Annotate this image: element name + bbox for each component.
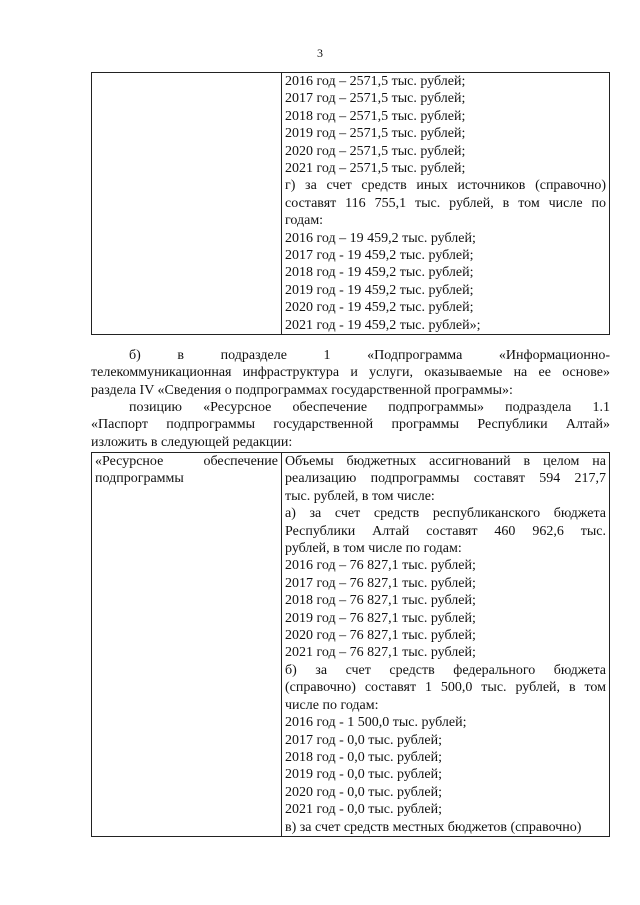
funding-text-line: составят 116 755,1 тыс. рублей, в том числе по [285, 195, 606, 211]
funding-text-line: в) за счет средств местных бюджетов (справочно) [285, 819, 582, 835]
funding-line: 2016 год – 76 827,1 тыс. рублей; [285, 558, 476, 574]
funding-line: 2021 год – 2571,5 тыс. рублей; [285, 161, 466, 177]
table2-right-cell [282, 453, 610, 837]
funding-text-line: тыс. рублей, в том числе: [285, 488, 435, 504]
row-heading-line: «Ресурсное обеспечение [95, 454, 278, 469]
funding-line: 2017 год - 0,0 тыс. рублей; [285, 732, 443, 748]
funding-line: 2017 год – 2571,5 тыс. рублей; [285, 91, 466, 107]
paragraph-line: телекоммуникационная инфраструктура и услуги, оказываемые на ее основе» [91, 365, 610, 381]
funding-text-line: (справочно) составят 1 500,0 тыс. рублей, в том [285, 680, 606, 696]
funding-text-line: а) за счет средств республиканского бюджета [285, 506, 606, 522]
funding-line: 2018 год – 76 827,1 тыс. рублей; [285, 593, 476, 609]
page-number: 3 [317, 46, 323, 60]
row-heading-line: подпрограммы [95, 471, 184, 487]
funding-line: 2020 год - 0,0 тыс. рублей; [285, 784, 443, 800]
paragraph-line: раздела IV «Сведения о подпрограммах государственной программы»: [91, 382, 513, 398]
funding-line: 2021 год - 19 459,2 тыс. рублей»; [285, 317, 481, 333]
funding-text-line: рублей, в том числе по годам: [285, 541, 462, 557]
paragraph-line: изложить в следующей редакции: [91, 434, 293, 450]
funding-line: 2019 год - 19 459,2 тыс. рублей; [285, 282, 474, 298]
funding-line: 2016 год – 19 459,2 тыс. рублей; [285, 230, 476, 246]
funding-text-line: числе по годам: [285, 697, 379, 713]
funding-text-line: Республики Алтай составят 460 962,6 тыс. [285, 523, 606, 539]
funding-line: 2018 год - 0,0 тыс. рублей; [285, 749, 443, 765]
funding-text-line: г) за счет средств иных источников (справочно) [285, 178, 606, 194]
funding-line: 2018 год – 2571,5 тыс. рублей; [285, 108, 466, 124]
table1-left-cell [92, 73, 282, 335]
funding-line: 2019 год – 76 827,1 тыс. рублей; [285, 610, 476, 626]
funding-line: 2018 год - 19 459,2 тыс. рублей; [285, 265, 474, 281]
funding-line: 2017 год – 76 827,1 тыс. рублей; [285, 575, 476, 591]
funding-line: 2021 год – 76 827,1 тыс. рублей; [285, 645, 476, 661]
funding-line: 2020 год - 19 459,2 тыс. рублей; [285, 300, 474, 316]
funding-line: 2017 год - 19 459,2 тыс. рублей; [285, 248, 474, 264]
funding-text-line: реализацию подпрограммы составят 594 217,7 [285, 471, 606, 487]
funding-line: 2016 год – 2571,5 тыс. рублей; [285, 74, 466, 89]
paragraph-line: позицию «Ресурсное обеспечение подпрограммы» подраздела 1.1 [129, 400, 610, 415]
paragraph-line: б) в подразделе 1 «Подпрограмма «Информационно- [129, 348, 610, 363]
funding-line: 2020 год – 2571,5 тыс. рублей; [285, 143, 466, 159]
resource-table-continued [91, 72, 610, 335]
table1-right-cell [282, 73, 610, 335]
funding-line: 2020 год – 76 827,1 тыс. рублей; [285, 628, 476, 644]
funding-line: 2016 год - 1 500,0 тыс. рублей; [285, 715, 467, 731]
resource-table [91, 452, 610, 837]
funding-text-line: Объемы бюджетных ассигнований в целом на [285, 454, 606, 469]
paragraph-position [91, 399, 610, 451]
table2-left-cell [92, 453, 282, 837]
funding-line: 2021 год - 0,0 тыс. рублей; [285, 802, 443, 818]
funding-text-line: годам: [285, 213, 324, 229]
funding-line: 2019 год - 0,0 тыс. рублей; [285, 767, 443, 783]
funding-line: 2019 год – 2571,5 тыс. рублей; [285, 126, 466, 142]
paragraph-b [91, 347, 610, 399]
paragraph-line: «Паспорт подпрограммы государственной программы Республики Алтай» [91, 417, 610, 433]
funding-text-line: б) за счет средств федерального бюджета [285, 662, 606, 678]
